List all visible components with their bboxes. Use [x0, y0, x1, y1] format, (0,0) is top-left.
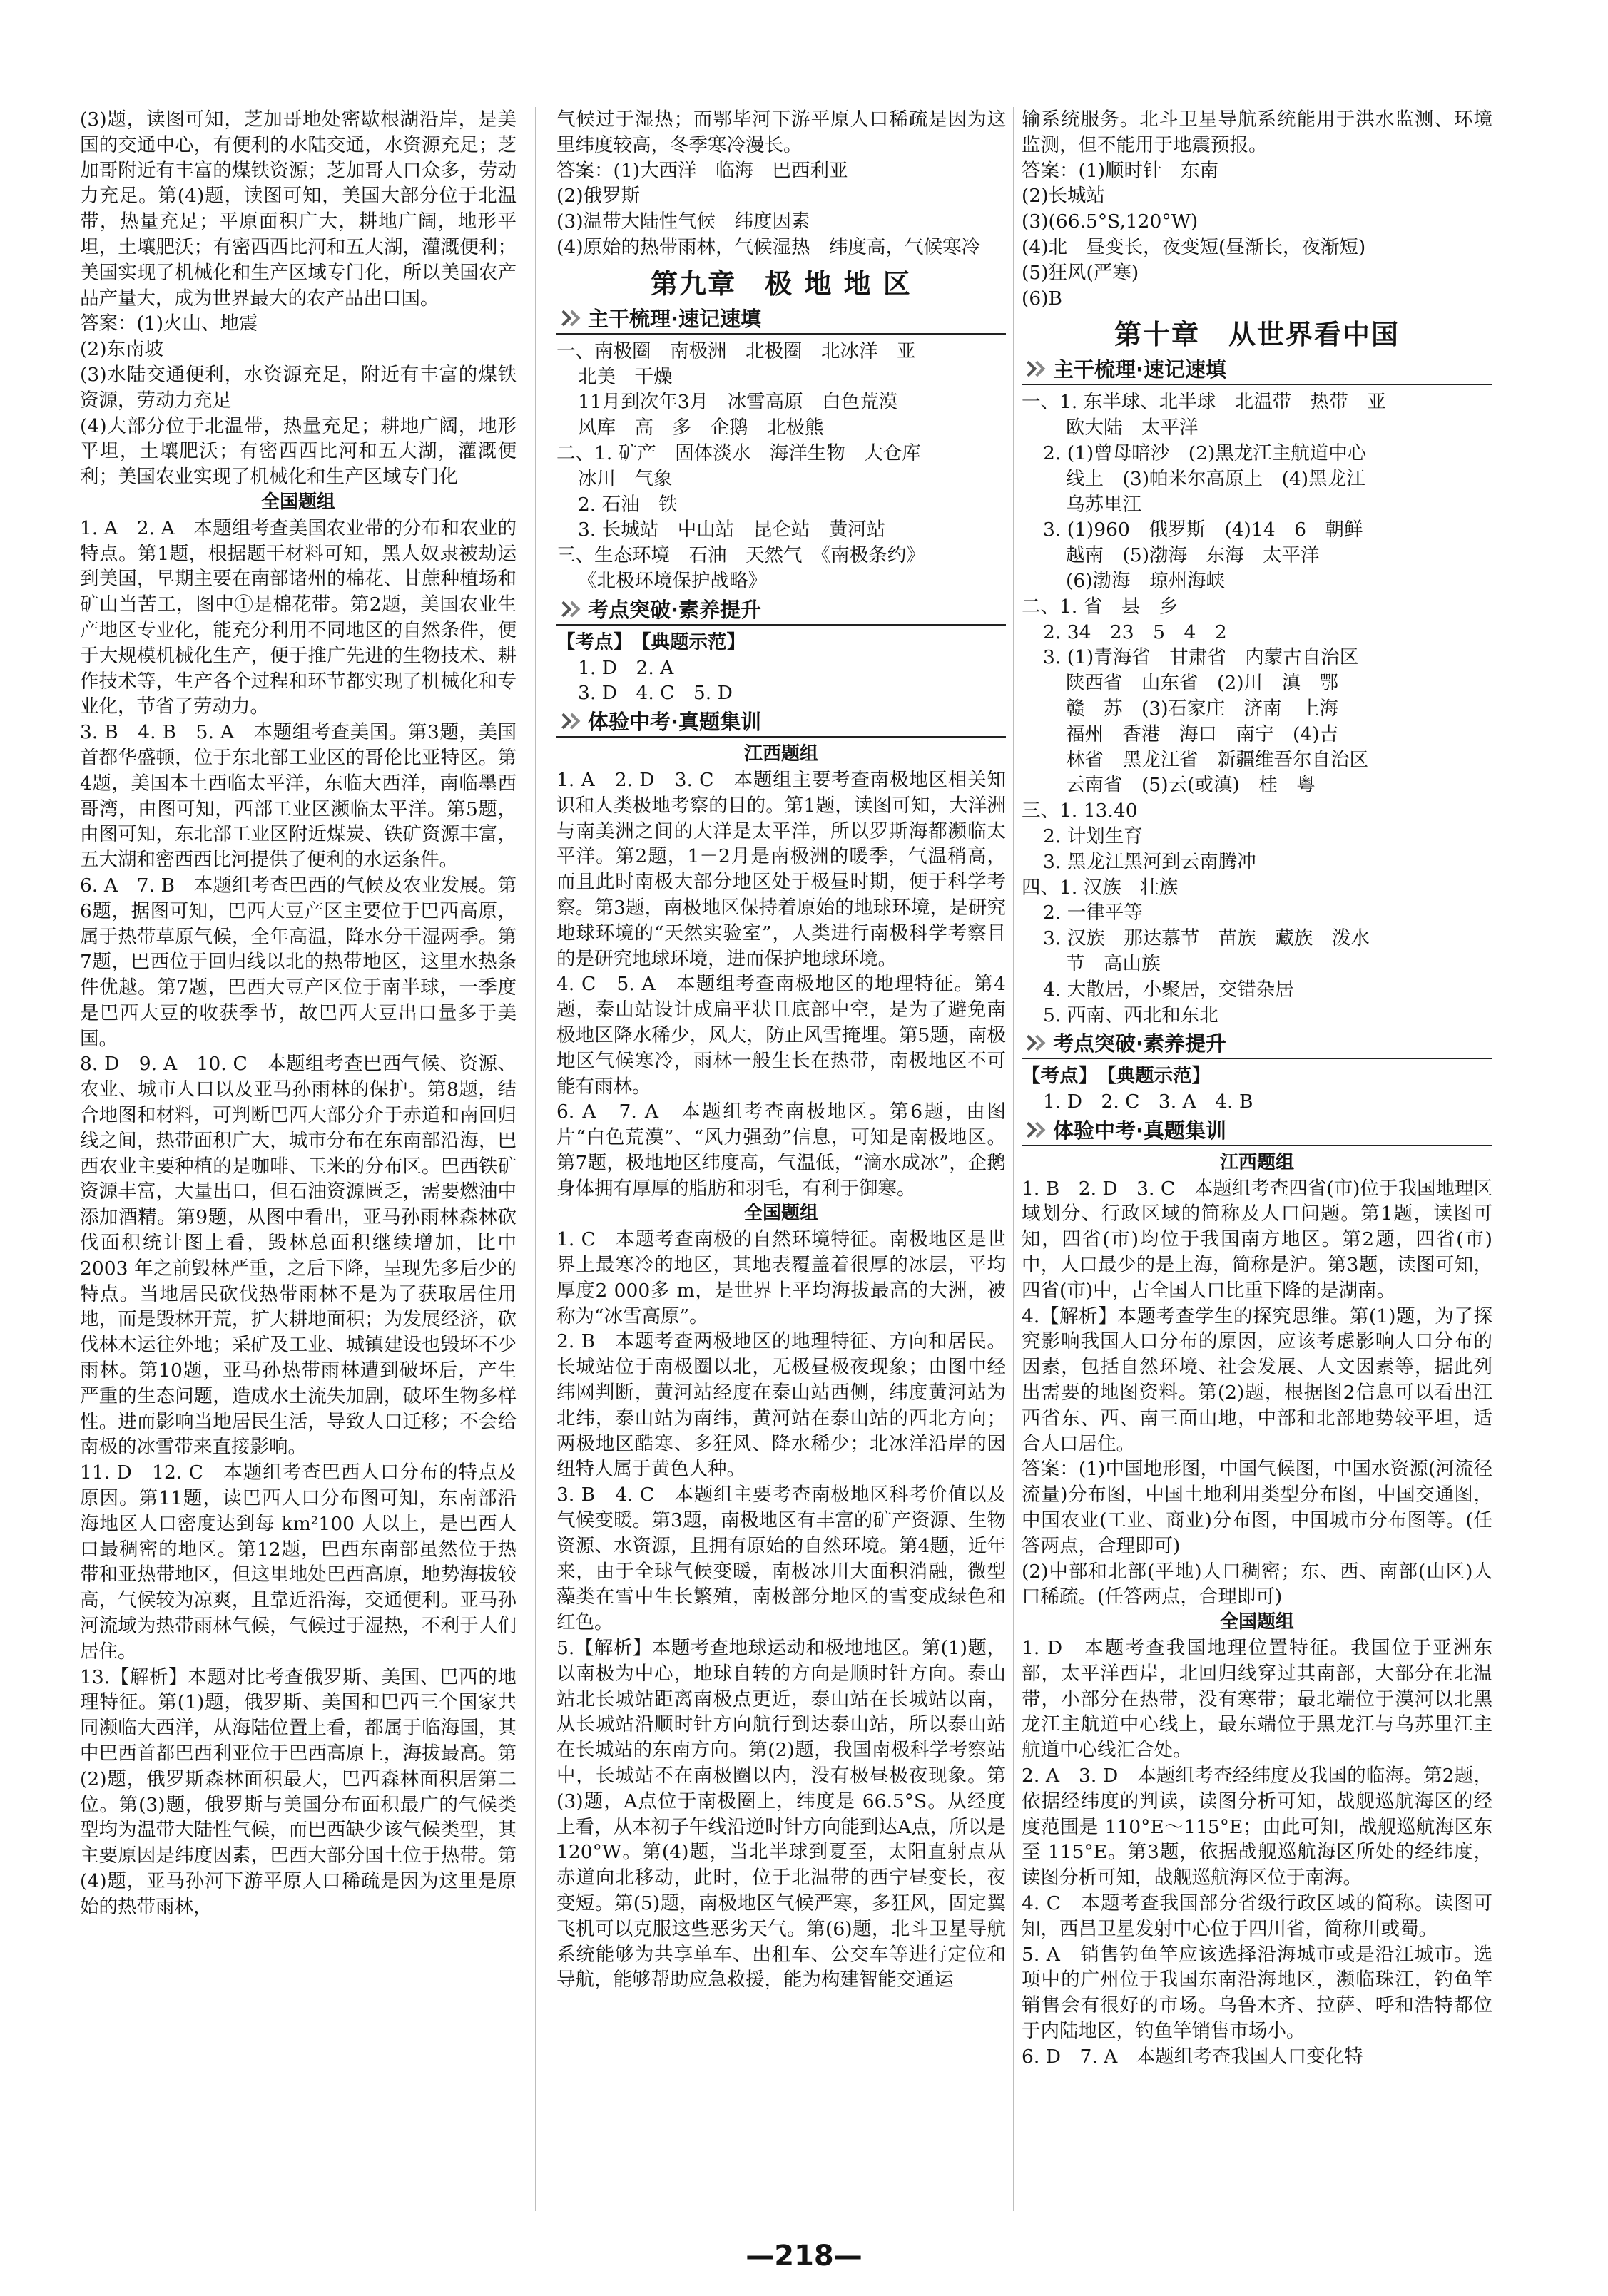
- fill-line: 二、1. 矿产 固体淡水 海洋生物 大仓库: [556, 442, 921, 464]
- answer-line: (4)大部分位于北温带，热量充足；耕地广阔，地形平坦，土壤肥沃；有密西西比河和五大湖，灌溉便利；美国农业实现了机械化和生产区域专门化: [80, 414, 517, 489]
- fill-line: 2. (1)曾母暗沙 (2)黑龙江主航道中心: [1043, 442, 1367, 464]
- chapter-title: 第十章 从世界看中国: [1114, 319, 1400, 351]
- answer-line: 答案：(1)火山、地震: [80, 312, 258, 335]
- group-heading: 江西题组: [1219, 1151, 1294, 1173]
- question-item: 8. D 9. A 10. C 本题组考查巴西气候、资源、农业、城市人口以及亚马孙雨林的保护。第8题，结合地图和材料，可判断巴西大部分介于赤道和南回归线之间，热带面积广大，城市分布在东南部沿海，巴西农业主要种植的是咖啡、玉米的分布区。巴西铁矿资源丰富，大量出口，但石油资源匮乏，需要燃油中添加酒精。第9题，从图中看出，亚马孙雨林森林砍伐面积统计图上看，毁林总面积继续增加，比中 2003 年之前毁林严重，之后下降，呈现先多后少的特点。当地居民砍伐热带雨林不是为了获取居住用地，而是毁林开荒，扩大耕地面积；为发展经济，砍伐林木运往外地；采矿及工业、城镇建设也毁坏不少雨林。第10题，亚马孙热带雨林遭到破坏后，产生严重的生态问题，造成水土流失加剧，破坏生物多样性。进而影响当地居民生活，导致人口迁移；不会给南极的冰雪带来直接影响。: [80, 1053, 517, 1459]
- chapter-title: 第九章 极 地 地 区: [651, 267, 912, 300]
- fill-list: [1022, 389, 1492, 1028]
- fill-line: 3. (1)960 俄罗斯 (4)14 6 朝鲜: [1043, 519, 1363, 541]
- fill-line: 节 高山族: [1066, 952, 1161, 975]
- question-item: 1. A 2. D 3. C 本题组主要考查南极地区相关知识和人类极地考察的目的。第1题，读图可知，大洋洲与南美洲之间的大洋是太平洋，所以罗斯海都濒临太平洋。第2题，1－2月是南极洲的暖季，气温稍高，而且此时南极大部分地区处于极昼时期，便于科学考察。第3题，南极地区保持着原始的地球环境，是研究地球环境的“天然实验室”，人类进行南极科学考察目的是研究地球环境，进而保护地球环境。: [556, 768, 1006, 970]
- question-item: 6. A 7. B 本题组考查巴西的气候及农业发展。第6题，据图可知，巴西大豆产区主要位于巴西高原，属于热带草原气候，全年高温，降水分干湿两季。第7题，巴西位于回归线以北的热带地区，这里水热条件优越。第7题，巴西大豆产区位于南半球，一季度是巴西大豆的收获季节，故巴西大豆出口量多于美国。: [80, 874, 517, 1050]
- group-heading: 全国题组: [1219, 1611, 1294, 1633]
- group-heading: 全国题组: [743, 1203, 818, 1225]
- fill-line: 4. 大散居，小聚居，交错杂居: [1043, 978, 1294, 1001]
- fill-line: 3. 汉族 那达慕节 苗族 藏族 泼水: [1043, 927, 1370, 950]
- question-item: 3. B 4. B 5. A 本题组考查美国。第3题，美国首都华盛顿，位于东北部工业区的哥伦比亚特区。第4题，美国本土西临太平洋，东临大西洋，南临墨西哥湾，由图可知，西部工业区濒临太平洋。第5题，由图可知，东北部工业区附近煤炭、铁矿资源丰富，五大湖和密西西比河提供了便利的水运条件。: [80, 721, 517, 872]
- answer-line: (3)水陆交通便利，水资源充足，附近有丰富的煤铁资源，劳动力充足: [80, 363, 517, 412]
- group-heading: 全国题组: [260, 491, 335, 513]
- fill-line: 风库 高 多 企鹅 北极熊: [578, 417, 824, 439]
- fill-line: 3. 长城站 中山站 昆仑站 黄河站: [578, 519, 886, 541]
- fill-line: 冰川 气象: [578, 467, 673, 490]
- section-title: 主干梳理·速记速填: [588, 306, 762, 331]
- double-chevron-icon: [556, 713, 581, 733]
- answer-line: 答案：(1)顺时针 东南: [1022, 159, 1219, 182]
- fill-line: 赣 苏 (3)石家庄 济南 上海: [1066, 697, 1339, 720]
- fill-line: 一、1. 东半球、北半球 北温带 热带 亚: [1022, 391, 1386, 414]
- fill-line: 线上 (3)帕米尔高原上 (4)黑龙江: [1066, 467, 1365, 490]
- section-header: [1022, 1118, 1492, 1146]
- fill-line: 乌苏里江: [1066, 493, 1141, 516]
- column-3: [1022, 107, 1492, 2218]
- answer-line: 1. D 2. C 3. A 4. B: [1043, 1091, 1253, 1113]
- page-number: —218—: [746, 2240, 862, 2272]
- paragraph: 输系统服务。北斗卫星导航系统能用于洪水监测、环境监测，但不能用于地震预报。: [1022, 108, 1492, 156]
- fill-line: 三、生态环境 石油 天然气 《南极条约》: [556, 544, 925, 567]
- section-title: 考点突破·素养提升: [1053, 1031, 1227, 1056]
- double-chevron-icon: [556, 601, 581, 621]
- tag-line: 【考点】 【典题示范】: [1022, 1065, 1211, 1088]
- paragraph: (3)题，读图可知，芝加哥地处密歇根湖沿岸，是美国的交通中心，有便利的水陆交通，水资源充足；芝加哥附近有丰富的煤铁资源；芝加哥人口众多，劳动力充足。第(4)题，读图可知，美国大部分位于北温带，热量充足；平原面积广大，耕地广阔，地形平坦，土壤肥沃；有密西西比河和五大湖，灌溉便利；美国实现了机械化和生产区域专门化，所以美国农产品产量大，成为世界最大的农产品出口国。: [80, 108, 517, 310]
- question-item: 5.【解析】本题考查地球运动和极地地区。第(1)题，以南极为中心，地球自转的方向是顺时针方向。泰山站北长城站距离南极点更近，泰山站在长城站以南，从长城站沿顺时针方向航行到达泰山站，所以泰山站在长城站的东南方向。第(2)题，我国南极科学考察站中，长城站不在南极圈以内，没有极昼极夜现象。第(3)题，A点位于南极圈上，纬度是 66.5°S。从经度上看，从本初子午线沿逆时针方向能到达A点，所以是 120°W。第(4)题，当北半球到夏至，太阳直射点从赤道向北移动，此时，位于北温带的西宁昼变长，夜变短。第(5)题，南极地区气候严寒，多狂风，固定翼飞机可以克服这些恶劣天气。第(6)题，北斗卫星导航系统能够为共享单车、出租车、公交车等进行定位和导航，能够帮助应急救援，能为构建智能交通运: [556, 1637, 1006, 1991]
- question-item: 1. D 本题考查我国地理位置特征。我国位于亚洲东部，太平洋西岸，北回归线穿过其南部，大部分在北温带，小部分在热带，没有寒带；最北端位于漠河以北黑龙江主航道中心线上，最东端位于黑龙江与乌苏里江主航道中心线汇合处。: [1022, 1637, 1492, 1762]
- group-heading: 江西题组: [743, 743, 818, 765]
- fill-line: 3. 黑龙江黑河到云南腾冲: [1043, 850, 1256, 873]
- fill-line: 林省 黑龙江省 新疆维吾尔自治区: [1066, 748, 1368, 771]
- answer-line: (3)温带大陆性气候 纬度因素: [556, 210, 810, 233]
- section-title: 考点突破·素养提升: [588, 597, 762, 622]
- question-item: 11. D 12. C 本题组考查巴西人口分布的特点及原因。第11题，读巴西人口分布图可知，东南部沿海地区人口密度达到每 km²100 人以上，是巴西人口最稠密的地区。第12题，巴西东南部虽然位于热带和亚热带地区，但这里地处巴西高原，地势海拔较高，气候较为凉爽，且靠近沿海，交通便利。亚马孙河流域为热带雨林气候，气候过于湿热，不利于人们居住。: [80, 1461, 517, 1663]
- fill-line: 11月到次年3月 冰雪高原 白色荒漠: [578, 391, 898, 414]
- tag-line: 【考点】 【典题示范】: [556, 631, 746, 653]
- section-header: [1022, 1031, 1492, 1059]
- answer-line: (6)B: [1022, 287, 1063, 310]
- section-title: 体验中考·真题集训: [1053, 1118, 1227, 1143]
- question-item: 3. B 4. C 本题组主要考查南极地区科考价值以及气候变暖。第3题，南极地区有丰富的矿产资源、生物资源、水资源，且拥有原始的自然环境。第4题，近年来，由于全球气候变暖，南极冰川大面积消融，微型藻类在雪中生长繁殖，南极部分地区的雪变成绿色和红色。: [556, 1484, 1006, 1634]
- fill-line: 福州 香港 海口 南宁 (4)吉: [1066, 723, 1339, 745]
- fill-line: 5. 西南、西北和东北: [1043, 1004, 1218, 1026]
- section-title: 主干梳理·速记速填: [1053, 357, 1227, 382]
- question-item: 1. A 2. A 本题组考查美国农业带的分布和农业的特点。第1题，根据题干材料可知，黑人奴隶被劫运到美国，早期主要在南部诸州的棉花、甘蔗种植场和矿山当苦工，图中①是棉花带。第2题，美国农业生产地区专业化，能充分利用不同地区的自然条件，便于大规模机械化生产，便于推广先进的生物技术、耕作技术等，生产各个过程和环节都实现了机械化和专业化，节省了劳动力。: [80, 516, 517, 718]
- section-title: 体验中考·真题集训: [588, 710, 762, 735]
- answer-line: (3)(66.5°S,120°W): [1022, 210, 1199, 233]
- question-item: 6. A 7. A 本题组考查南极地区。第6题，由图片“白色荒漠”、“风力强劲”信息，可知是南极地区。第7题，极地地区纬度高，气温低，“滴水成冰”，企鹅身体拥有厚厚的脂肪和羽毛，有利于御寒。: [556, 1101, 1006, 1200]
- question-item: 2. B 本题考查两极地区的地理特征、方向和居民。长城站位于南极圈以北，无极昼极夜现象；由图中经纬网判断，黄河站经度在泰山站西侧，纬度黄河站为北纬，泰山站为南纬，黄河站在泰山站的西北方向；两极地区酷寒、多狂风、降水稀少；北冰洋沿岸的因纽特人属于黄色人种。: [556, 1330, 1006, 1481]
- answer-line: 答案：(1)中国地形图，中国气候图，中国水资源(河流径流量)分布图，中国土地利用类型分布图，中国交通图，中国农业(工业、商业)分布图，中国城市分布图等。(任答两点，合理即可): [1022, 1458, 1492, 1557]
- double-chevron-icon: [1022, 1034, 1046, 1054]
- answer-line: 答案：(1)大西洋 临海 巴西利亚: [556, 159, 848, 182]
- column-2: [556, 107, 1006, 2218]
- question-item: 1. C 本题考查南极的自然环境特征。南极地区是世界上最寒冷的地区，其地表覆盖着很厚的冰层，平均厚度2 000多 m，是世界上平均海拔最高的大洲，被称为“冰雪高原”。: [556, 1228, 1006, 1327]
- fill-line: 2. 一律平等: [1043, 902, 1143, 924]
- fill-line: (6)渤海 琼州海峡: [1066, 569, 1226, 592]
- answer-line: 1. D 2. A: [578, 656, 674, 679]
- question-item: 4. C 5. A 本题组考查南极地区的地理特征。第4题，泰山站设计成扁平状且底部中空，是为了避免南极地区降水稀少，风大，防止风雪掩埋。第5题，南极地区气候寒冷，雨林一般生长在热带，南极地区不可能有雨林。: [556, 973, 1006, 1098]
- column-divider: [1013, 107, 1014, 2211]
- answer-line: (2)中部和北部(平地)人口稠密；东、西、南部(山区)人口稀疏。(任答两点，合理即可): [1022, 1560, 1492, 1608]
- fill-line: 四、1. 汉族 壮族: [1022, 876, 1179, 899]
- fill-line: 陕西省 山东省 (2)川 滇 鄂: [1066, 672, 1339, 695]
- fill-line: 2. 石油 铁: [578, 493, 678, 516]
- question-item: 4. C 本题考查我国部分省级行政区域的简称。读图可知，西昌卫星发射中心位于四川省，简称川或蜀。: [1022, 1892, 1492, 1940]
- fill-line: 北美 干燥: [578, 365, 673, 388]
- column-1: [80, 107, 517, 2218]
- fill-line: 《北极环境保护战略》: [578, 569, 767, 592]
- section-header: [556, 597, 1006, 626]
- question-item: 2. A 3. D 本题组考查经纬度及我国的临海。第2题，依据经纬度的判读，读图分析可知，战舰巡航海区的经度范围是 110°E～115°E；由此可知，战舰巡航海区东至 115°E。第3题，依据战舰巡航海区所处的经纬度，读图分析可知，战舰巡航海区位于南海。: [1022, 1765, 1492, 1889]
- fill-line: 一、南极圈 南极洲 北极圈 北冰洋 亚: [556, 340, 916, 362]
- fill-line: 2. 34 23 5 4 2: [1043, 621, 1227, 643]
- fill-line: 欧大陆 太平洋: [1066, 417, 1199, 439]
- answer-line: (4)原始的热带雨林，气候湿热 纬度高，气候寒冷: [556, 235, 981, 258]
- question-item: 5. A 销售钓鱼竿应该选择沿海城市或是沿江城市。选项中的广州位于我国东南沿海地区，濒临珠江，钓鱼竿销售会有很好的市场。乌鲁木齐、拉萨、呼和浩特都位于内陆地区，钓鱼竿销售市场小。: [1022, 1943, 1492, 2042]
- fill-line: 越南 (5)渤海 东海 太平洋: [1066, 544, 1320, 567]
- question-item: 4.【解析】本题考查学生的探究思维。第(1)题，为了探究影响我国人口分布的原因，应该考虑影响人口分布的因素，包括自然环境、社会发展、人文因素等，据此列出需要的地图资料。第(2)题，根据图2信息可以看出江西省东、西、南三面山地，中部和北部地势较平坦，适合人口居住。: [1022, 1305, 1492, 1455]
- question-item: 6. D 7. A 本题组考查我国人口变化特: [1022, 2045, 1363, 2068]
- answer-line: (2)东南坡: [80, 338, 164, 361]
- answer-line: (4)北 昼变长，夜变短(昼渐长，夜渐短): [1022, 235, 1366, 258]
- fill-line: 二、1. 省 县 乡: [1022, 595, 1179, 618]
- fill-line: 云南省 (5)云(或滇) 桂 粤: [1066, 774, 1316, 797]
- answer-line: (2)俄罗斯: [556, 185, 641, 208]
- answer-line: (5)狂风(严寒): [1022, 261, 1139, 284]
- answer-line: (2)长城站: [1022, 185, 1106, 208]
- section-header: [556, 306, 1006, 335]
- double-chevron-icon: [556, 310, 581, 330]
- section-header: [1022, 357, 1492, 385]
- section-header: [556, 709, 1006, 738]
- question-item: 1. B 2. D 3. C 本题组考查四省(市)位于我国地理区域划分、行政区域的简称及人口问题。第1题，读图可知，四省(市)均位于我国南方地区。第2题，四省(市)中，人口最少的是上海，简称是沪。第3题，读图可知，四省(市)中，占全国人口比重下降的是湖南。: [1022, 1177, 1492, 1302]
- fill-line: 3. (1)青海省 甘肃省 内蒙古自治区: [1043, 646, 1359, 669]
- fill-line: 2. 计划生育: [1043, 825, 1143, 847]
- double-chevron-icon: [1022, 1121, 1046, 1141]
- column-divider: [535, 107, 536, 2211]
- fill-line: 三、1. 13.40: [1022, 800, 1138, 822]
- answer-line: 3. D 4. C 5. D: [578, 682, 733, 705]
- paragraph: 气候过于湿热；而鄂毕河下游平原人口稀疏是因为这里纬度较高，冬季寒冷漫长。: [556, 108, 1006, 156]
- double-chevron-icon: [1022, 360, 1046, 380]
- question-item: 13.【解析】本题对比考查俄罗斯、美国、巴西的地理特征。第(1)题，俄罗斯、美国和巴西三个国家共同濒临大西洋，从海陆位置上看，都属于临海国，其中巴西首都巴西利亚位于巴西高原上，海拔最高。第(2)题，俄罗斯森林面积最大，巴西森林面积居第二位。第(3)题，俄罗斯与美国分布面积最广的气候类型均为温带大陆性气候，而巴西缺少该气候类型，其主要原因是纬度因素，巴西大部分国土位于热带。第(4)题，亚马孙河下游平原人口稀疏是因为这里是原始的热带雨林，: [80, 1665, 517, 1918]
